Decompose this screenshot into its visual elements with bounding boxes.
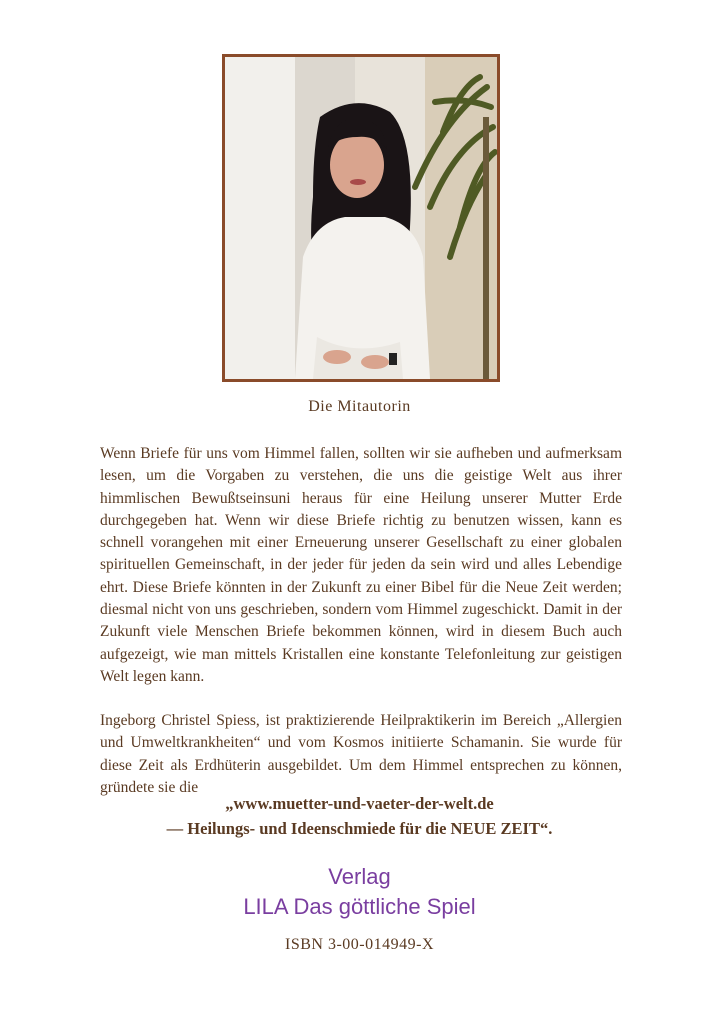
author-bio-paragraph bbox=[100, 710, 622, 799]
photo-caption: Die Mitautorin bbox=[308, 398, 411, 415]
author-photo bbox=[222, 54, 500, 382]
website-tagline: — Heilungs- und Ideenschmiede für die NEUE ZEIT“. bbox=[166, 819, 553, 838]
paragraph-text: Wenn Briefe für uns vom Himmel fallen, sollten wir sie aufheben und aufmerksam lesen, um die Vorgaben zu verstehen, die uns die geistige Welt aus ihrer himmlischen Bewußtseinsuni heraus für eine Heilung unserer Mutter Erde durchgegeben hat. Wenn wir diese Briefe richtig zu benutzen wissen, kann es schnell vorangehen mit einer Erneuerung unserer Gesellschaft zu einer globalen spirituellen Gemeinschaft, in der jeder für jeden da sein wird und alles Lebendige ehrt. Diese Briefe könnten in der Zukunft zu einer Bibel für die Neue Zeit werden; diesmal nicht von uns geschrieben, sondern vom Himmel zugeschickt. Damit in der Zukunft viele Menschen Briefe bekommen können, wird in diesem Buch auch aufgezeigt, wie man mittels Kristallen eine konstante Telefonleitung zur geistigen Welt legen kann. bbox=[100, 445, 622, 685]
isbn-number: ISBN 3-00-014949-X bbox=[285, 936, 434, 953]
publisher-name: LILA Das göttliche Spiel bbox=[243, 894, 476, 919]
description-paragraph bbox=[100, 443, 622, 688]
bio-text: Ingeborg Christel Spiess, ist praktizierende Heilpraktikerin im Bereich „Allergien und Umweltkrankheiten“ und vom Kosmos initiierte Schamanin. Sie wurde für diese Zeit als Erdhüterin ausgebildet. Um dem Himmel entsprechen zu können, gründete sie die bbox=[100, 712, 622, 796]
publisher-label: Verlag bbox=[328, 864, 391, 889]
website-url: „www.muetter-und-vaeter-der-welt.de bbox=[225, 794, 494, 813]
